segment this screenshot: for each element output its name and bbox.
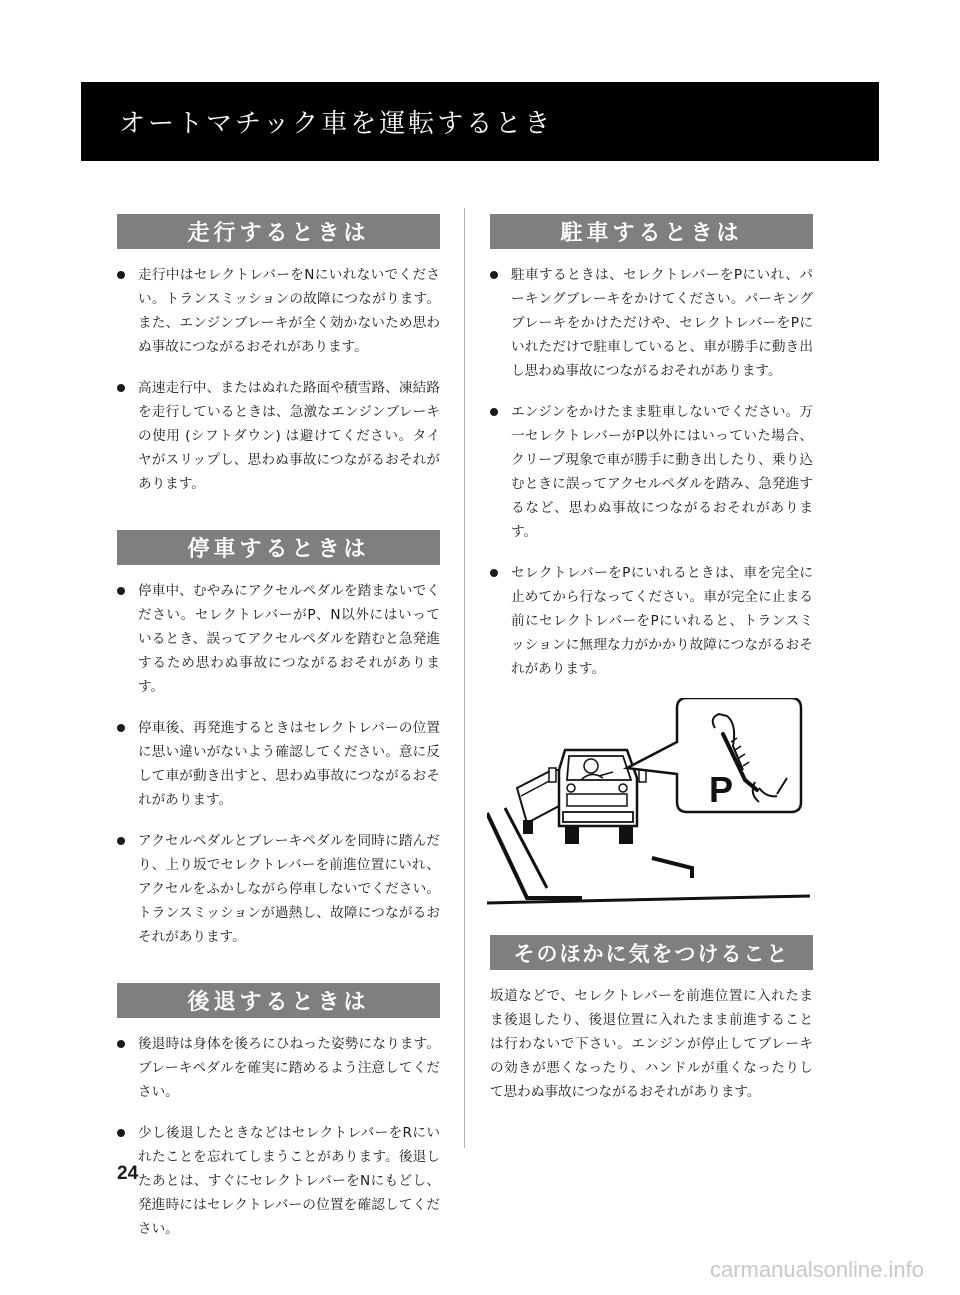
section-heading-other-cautions: そのほかに気をつけること [490,935,813,970]
bullet-icon [117,587,125,595]
watermark: carmanualsonline.info [709,1257,924,1282]
left-column [117,214,440,1258]
section-heading-parking: 駐車するときは [490,214,813,249]
bullet-icon [117,1040,125,1048]
bullet-icon [117,1129,125,1137]
list-item: エンジンをかけたまま駐車しないでください。万一セレクトレバーがP以外にはいっていた場合、クリープ現象で車が勝手に動き出したり、乗り込むときに誤ってアクセルペダルを踏み、急発進するなど、思わぬ事故につながるおそれがあります。 [490,400,813,544]
bullet-icon [490,271,498,279]
parked-truck-illustration [487,698,810,913]
list-item: 走行中はセレクトレバーをNにいれないでください。トランスミッションの故障につながります。また、エンジンブレーキが全く効かないため思わぬ事故につながるおそれがあります。 [117,263,440,359]
driving-list [117,263,440,496]
list-item: 高速走行中、またはぬれた路面や積雪路、凍結路を走行しているときは、急激なエンジンブレーキの使用 (シフトダウン) は避けてください。タイヤがスリップし、思わぬ事故につながるおそれがあります。 [117,376,440,496]
section-heading-driving: 走行するときは [117,214,440,249]
right-column [490,214,813,1104]
column-divider [464,208,465,1148]
bullet-icon [490,569,498,577]
stopping-list [117,579,440,949]
bullet-icon [490,408,498,416]
parking-list [490,263,813,681]
bullet-icon [117,724,125,732]
page-title: オートマチック車を運転するとき [119,109,554,139]
page-header [81,82,879,161]
bullet-icon [117,837,125,845]
list-item: 駐車するときは、セレクトレバーをPにいれ、パーキングブレーキをかけてください。パーキングブレーキをかけただけや、セレクトレバーをPにいれただけで駐車していると、車が勝手に動き出し思わぬ事故につながるおそれがあります。 [490,263,813,383]
parking-illustration [487,698,810,913]
list-item: 停車中、むやみにアクセルペダルを踏まないでください。セレクトレバーがP、N以外にはいっているとき、誤ってアクセルペダルを踏むと急発進するため思わぬ事故につながるおそれがあります。 [117,579,440,699]
bullet-icon [117,384,125,392]
bullet-icon [117,271,125,279]
list-item: 少し後退したときなどはセレクトレバーをRにいれたことを忘れてしまうことがあります。後退したあとは、すぐにセレクトレバーをNにもどし、発進時にはセレクトレバーの位置を確認してください。 [117,1121,440,1241]
list-item: アクセルペダルとブレーキペダルを同時に踏んだり、上り坂でセレクトレバーを前進位置にいれ、アクセルをふかしながら停車しないでください。トランスミッションが過熱し、故障につながるおそれがあります。 [117,829,440,949]
list-item: セレクトレバーをPにいれるときは、車を完全に止めてから行なってください。車が完全に止まる前にセレクトレバーをPにいれると、トランスミッションに無理な力がかかり故障につながるおそれがあります。 [490,561,813,681]
list-item: 後退時は身体を後ろにひねった姿勢になります。ブレーキペダルを確実に踏めるよう注意してください。 [117,1032,440,1104]
list-item: 停車後、再発進するときはセレクトレバーの位置に思い違いがないよう確認してください。意に反して車が動き出すと、思わぬ事故につながるおそれがあります。 [117,716,440,812]
section-heading-reversing: 後退するときは [117,983,440,1018]
reversing-list [117,1032,440,1241]
page-number: 24 [117,1163,139,1184]
section-heading-stopping: 停車するときは [117,530,440,565]
other-cautions-text: 坂道などで、セレクトレバーを前進位置に入れたまま後退したり、後退位置に入れたまま前進することは行わないで下さい。エンジンが停止してブレーキの効きが悪くなったり、ハンドルが重くなったりして思わぬ事故につながるおそれがあります。 [490,988,813,1100]
gear-letter: P [709,769,734,810]
